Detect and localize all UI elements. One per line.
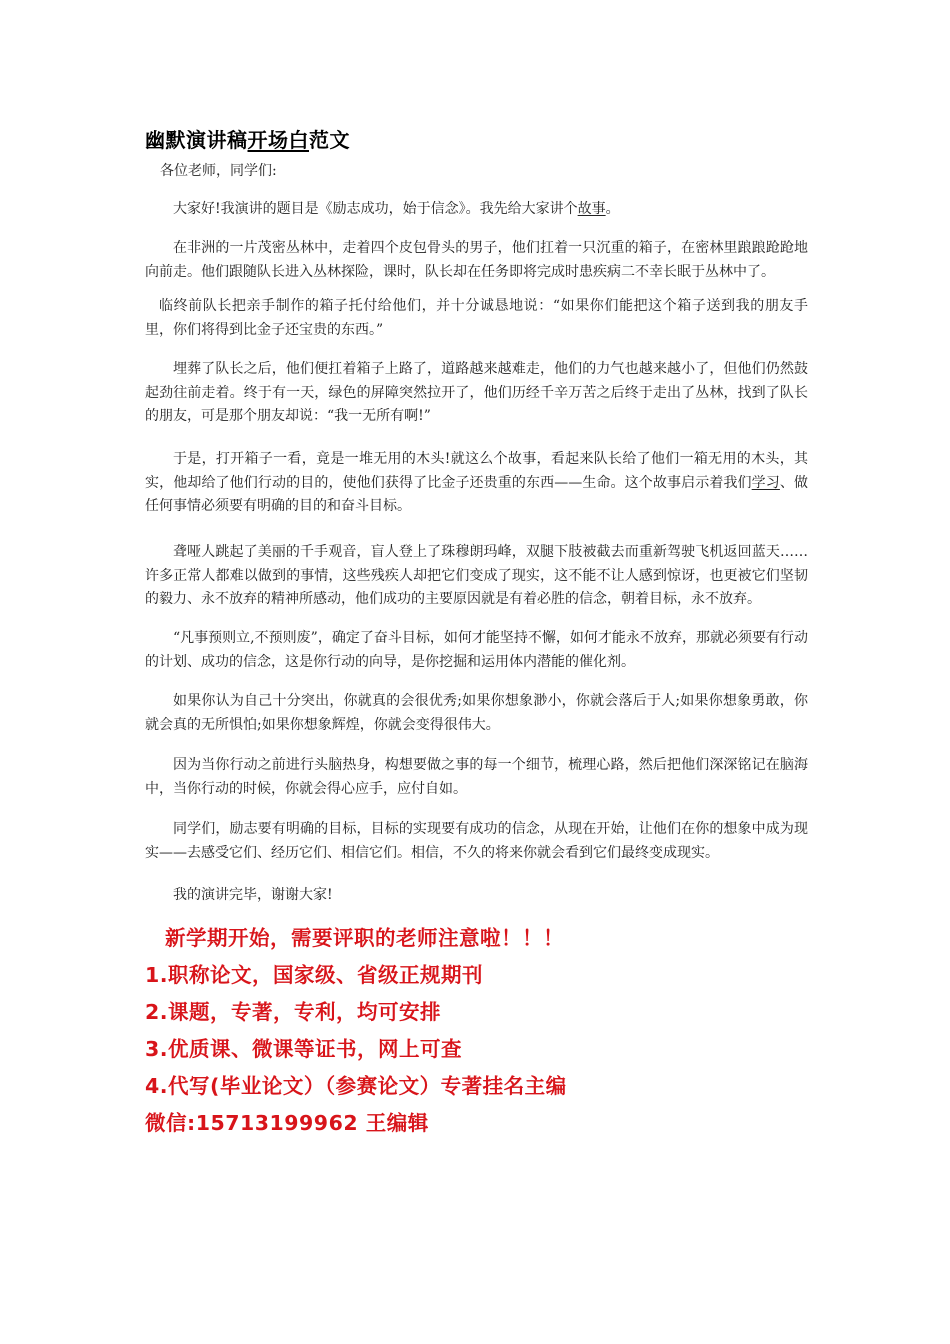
paragraph-5-end: 、做任何事情必须要有明确的目的和奋斗目标。 bbox=[145, 474, 809, 514]
document-title bbox=[145, 124, 350, 153]
paragraph-1-text: 大家好!我演讲的题目是《励志成功，始于信念》。我先给大家讲个 bbox=[173, 201, 578, 217]
ad-item-4: 4.代写(毕业论文）（参赛论文）专著挂名主编 bbox=[145, 1074, 567, 1098]
link-study[interactable]: 学习 bbox=[751, 474, 780, 491]
title-part-3: 范文 bbox=[309, 128, 350, 152]
ad-item-3: 3.优质课、微课等证书，网上可查 bbox=[145, 1037, 463, 1061]
paragraph-3: 临终前队长把亲手制作的箱子托付给他们，并十分诚恳地说：“如果你们能把这个箱子送到我的朋友手里，你们将得到比金子还宝贵的东西。” bbox=[145, 298, 808, 338]
paragraph-11: 我的演讲完毕，谢谢大家! bbox=[173, 887, 333, 903]
paragraph-2: 在非洲的一片茂密丛林中，走着四个皮包骨头的男子，他们扛着一只沉重的箱子，在密林里踉踉跄跄地向前走。他们跟随队长进入丛林探险，课时，队长却在任务即将完成时患疾病二不幸长眠于丛林中了。 bbox=[145, 240, 808, 280]
paragraph-1-end: 。 bbox=[605, 201, 620, 217]
paragraph-7: “凡事预则立,不预则废”，确定了奋斗目标，如何才能坚持不懈，如何才能永不放弃，那就必须要有行动的计划、成功的信念，这是你行动的向导，是你挖掘和运用体内潜能的催化剂。 bbox=[145, 630, 808, 670]
paragraph-1 bbox=[145, 198, 808, 222]
paragraph-5 bbox=[145, 448, 808, 519]
paragraph-10: 同学们，励志要有明确的目标，目标的实现要有成功的信念，从现在开始，让他们在你的想象中成为现实——去感受它们、经历它们、相信它们。相信，不久的将来你就会看到它们最终变成现实。 bbox=[145, 821, 808, 861]
ad-item-2: 2.课题，专著，专利，均可安排 bbox=[145, 1000, 442, 1024]
title-link-opening-remarks[interactable]: 开场白 bbox=[247, 128, 309, 152]
link-story[interactable]: 故事 bbox=[577, 201, 606, 217]
greeting: 各位老师，同学们: bbox=[160, 163, 277, 179]
ad-headline: 新学期开始，需要评职的老师注意啦！！！ bbox=[165, 926, 564, 950]
title-part-1: 幽默演讲稿 bbox=[145, 128, 248, 152]
ad-item-1: 1.职称论文，国家级、省级正规期刊 bbox=[145, 963, 484, 987]
paragraph-6: 聋哑人跳起了美丽的千手观音，盲人登上了珠穆朗玛峰，双腿下肢被截去而重新驾驶飞机返回蓝天……许多正常人都难以做到的事情，这些残疾人却把它们变成了现实，这不能不让人感到惊讶，也更被它们坚韧的毅力、永不放弃的精神所感动，他们成功的主要原因就是有着必胜的信念，朝着目标，永不放弃。 bbox=[145, 544, 808, 607]
paragraph-4: 埋葬了队长之后，他们便扛着箱子上路了，道路越来越难走，他们的力气也越来越小了，但他们仍然鼓起劲往前走着。终于有一天，绿色的屏障突然拉开了，他们历经千辛万苦之后终于走出了丛林，找到了队长的朋友，可是那个朋友却说：“我一无所有啊!” bbox=[145, 361, 808, 424]
paragraph-8: 如果你认为自己十分突出，你就真的会很优秀;如果你想象渺小，你就会落后于人;如果你想象勇敢，你就会真的无所惧怕;如果你想象辉煌，你就会变得很伟大。 bbox=[145, 693, 808, 733]
ad-contact: 微信:15713199962 王编辑 bbox=[145, 1111, 429, 1135]
paragraph-9: 因为当你行动之前进行头脑热身，构想要做之事的每一个细节，梳理心路，然后把他们深深铭记在脑海中，当你行动的时候，你就会得心应手，应付自如。 bbox=[145, 757, 808, 797]
paragraph-5-text: 于是，打开箱子一看，竟是一堆无用的木头!就这么个故事，看起来队长给了他们一箱无用的木头，其实，他却给了他们行动的目的，使他们获得了比金子还贵重的东西——生命。这个故事启示着我们 bbox=[145, 451, 808, 491]
